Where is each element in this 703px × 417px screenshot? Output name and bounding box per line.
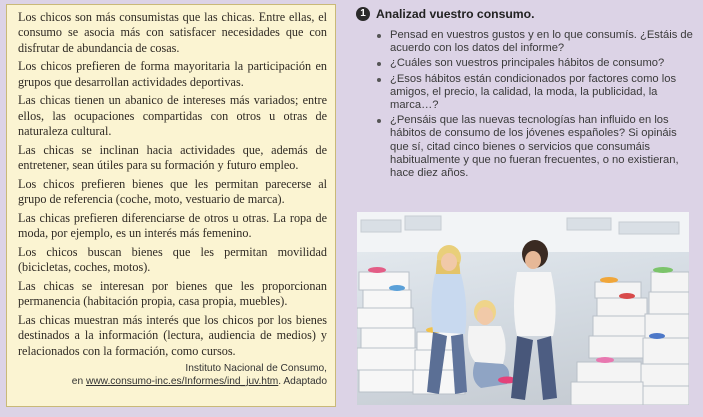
bullet-icon — [377, 78, 381, 82]
activity-title: Analizad vuestro consumo. — [376, 7, 535, 21]
question-item-2 — [377, 57, 696, 70]
question-text: Pensad en vuestros gustos y en lo que consumís. ¿Estáis de acuerdo con los datos del informe? — [390, 29, 693, 55]
informe-paragraph-4: Las chicas se inclinan hacia actividades que, además de entretener, sean útiles para su formación y futuro empleo. — [18, 142, 327, 173]
question-text: ¿Pensáis que las nuevas tecnologías han influido en los hábitos de consumo de los jóvenes españoles? Si opináis que sí, citad cinco bienes o servicios que consumáis habitualmente y que no fueran frecuentes, o no existieran, hace diez años. — [390, 114, 679, 180]
informe-paragraph-9: Las chicas muestran más interés que los chicos por los bienes destinados a la información (lectura, audiencia de medios) y relacionados con la formación, como cursos. — [18, 312, 327, 358]
question-item-1 — [377, 29, 696, 55]
informe-paragraph-7: Los chicos buscan bienes que les permitan movilidad (bicicletas, coches, motos). — [18, 244, 327, 275]
shoe-store-illustration — [357, 212, 689, 405]
informe-paragraph-8: Las chicas se interesan por bienes que les proporcionan permanencia (habitación propia, casa propia, muebles). — [18, 278, 327, 309]
activity-number-badge: 1 — [356, 7, 370, 21]
source-suffix: . Adaptado — [278, 376, 327, 388]
bullet-icon — [377, 119, 381, 123]
question-text: ¿Cuáles son vuestros principales hábitos de consumo? — [390, 57, 665, 70]
bullet-icon — [377, 34, 381, 38]
informe-paragraph-5: Los chicos prefieren bienes que les permitan parecerse al grupo de referencia (coche, moto, vestuario de marca). — [18, 176, 327, 207]
source-prefix: en — [71, 376, 86, 388]
question-text: ¿Esos hábitos están condicionados por factores como los amigos, el precio, la calidad, la moda, la publicidad, la marca…? — [390, 72, 677, 112]
source-citation — [18, 362, 327, 388]
activity-section — [356, 6, 696, 182]
informe-text-box — [6, 4, 336, 407]
bullet-icon — [377, 62, 381, 66]
informe-paragraph-3: Las chicas tienen un abanico de intereses más variados; entre ellos, las ocupaciones compartidas con otros u otras de naturaleza cultural. — [18, 93, 327, 139]
informe-paragraph-6: Las chicas prefieren diferenciarse de otros u otras. La ropa de moda, por ejemplo, es un interés más femenino. — [18, 210, 327, 241]
informe-paragraph-1: Los chicos son más consumistas que las chicas. Entre ellas, el consumo se asocia más con satisfacer necesidades que con disfrutar de abundancia de cosas. — [18, 10, 327, 55]
question-item-3 — [377, 73, 696, 113]
question-item-4 — [377, 114, 696, 180]
source-link[interactable]: www.consumo-inc.es/Informes/ind_juv.htm — [85, 376, 279, 388]
question-list — [356, 29, 696, 180]
source-institution: Instituto Nacional de Consumo, — [185, 363, 327, 375]
informe-paragraph-2: Los chicos prefieren de forma mayoritaria la participación en grupos que desarrollan actividades deportivas. — [18, 59, 327, 89]
shoe-store-photo — [357, 212, 689, 405]
source-reference — [18, 375, 327, 388]
activity-heading — [356, 6, 696, 22]
